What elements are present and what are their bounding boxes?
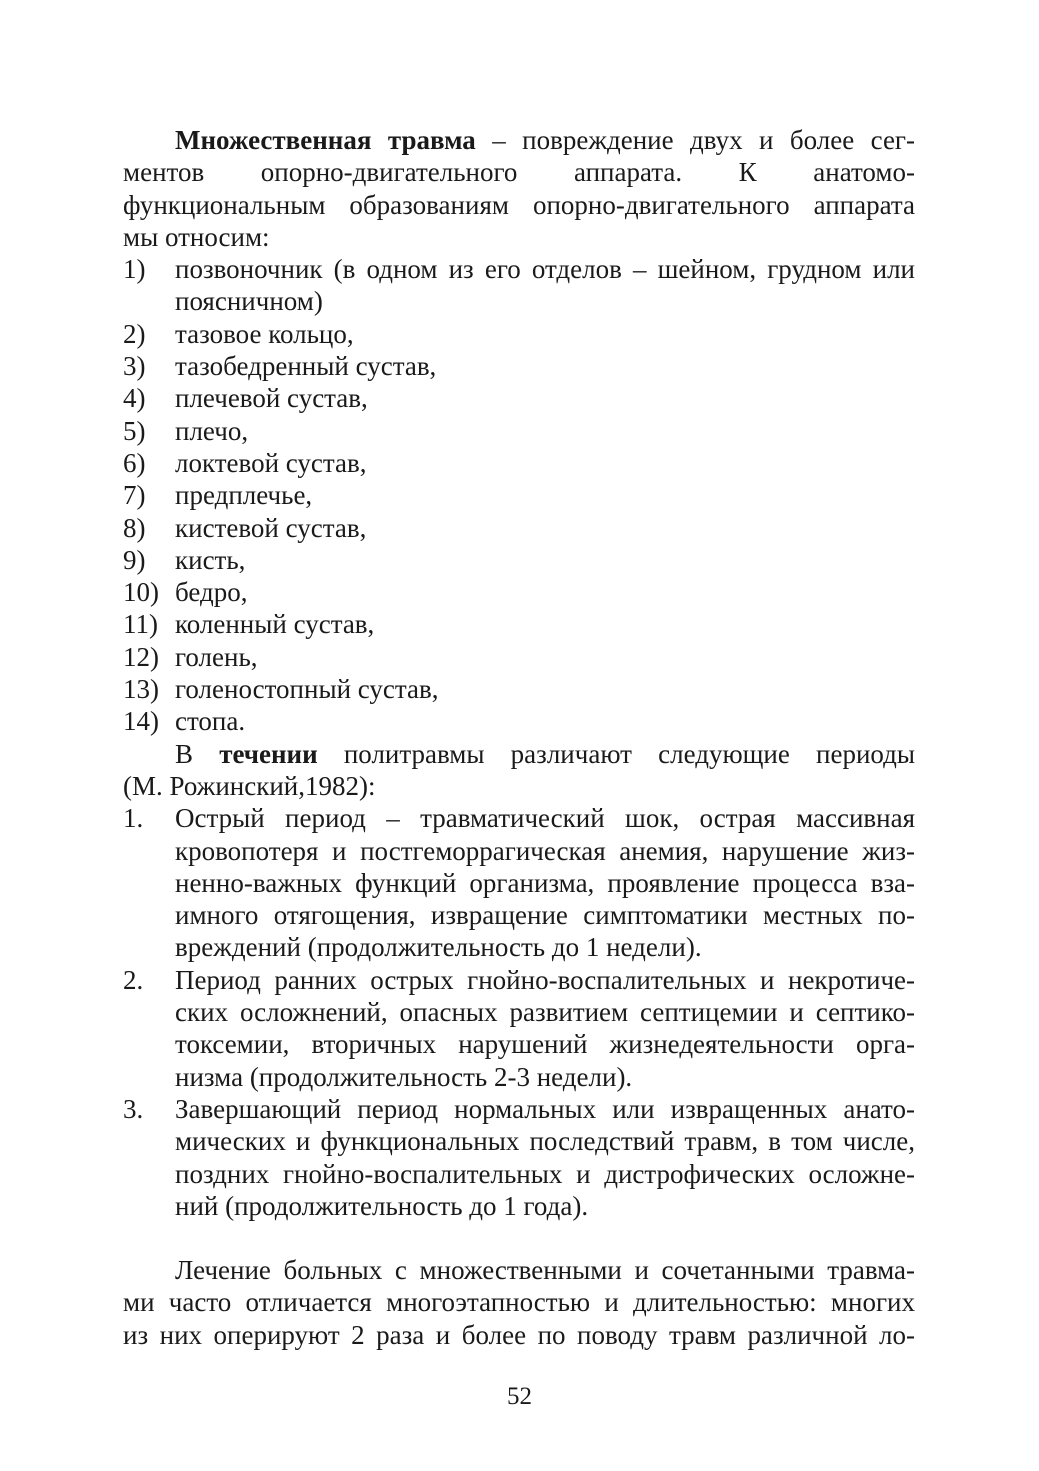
list-item: [123, 673, 915, 705]
list-item-number: 8): [123, 512, 146, 543]
treatment-line-3: из них оперируют 2 раза и более по поводу травм различной ло-: [123, 1319, 915, 1350]
treatment-line-1: Лечение больных с множественными и сочетанными травма-: [175, 1255, 915, 1286]
list-item: [123, 512, 915, 544]
treatment-line-2: ми часто отличается многоэтапностью и длительностью: многих: [123, 1287, 915, 1318]
list-item-text: голень,: [175, 641, 258, 672]
list-item-number: 9): [123, 544, 146, 575]
intro-line-3: функциональным образованиям опорно-двигательного аппарата: [123, 189, 915, 220]
list-item: [123, 415, 915, 447]
list-item: [123, 576, 915, 608]
list-item-number: 1): [123, 254, 146, 285]
intro-line-1: [123, 124, 915, 156]
page-body: [123, 124, 915, 1351]
list-item-number: 5): [123, 415, 146, 446]
list-item-number: 2.: [123, 964, 144, 995]
list-item-number: 1.: [123, 803, 144, 834]
intro-line-2: ментов опорно-двигательного аппарата. К анатомо-: [123, 157, 915, 188]
treatment-paragraph: [123, 1254, 915, 1351]
list-item-number: 4): [123, 383, 146, 414]
list-item: [123, 705, 915, 737]
list-item-number: 6): [123, 447, 146, 478]
list-item: [123, 1093, 915, 1222]
list-item-text: локтевой сустав,: [175, 447, 367, 478]
list-item-text: плечо,: [175, 415, 249, 446]
list-item-text: голеностопный сустав,: [175, 674, 439, 705]
list-item: [123, 382, 915, 414]
intro-term: Множественная травма: [175, 125, 476, 155]
list-item: [123, 253, 915, 318]
list-item-text: кисть,: [175, 544, 246, 575]
list-item: [123, 350, 915, 382]
list-item-number: 7): [123, 480, 146, 511]
intro-line-4: мы относим:: [123, 221, 270, 252]
list-item: [123, 641, 915, 673]
list-item-text: стопа.: [175, 706, 246, 737]
list-item-number: 3): [123, 351, 146, 382]
list-item-number: 3.: [123, 1093, 144, 1124]
page-number: 52: [507, 1383, 532, 1410]
list-item: [123, 802, 915, 963]
list-item-number: 10): [123, 577, 159, 608]
list-item: [123, 608, 915, 640]
list-item: [123, 964, 915, 1093]
list-item-number: 11): [123, 609, 158, 640]
intro-line1-rest: – повреждение двух и более сег-: [475, 125, 915, 155]
list-item-text: тазовое кольцо,: [175, 318, 354, 349]
list-item-text: тазобедренный сустав,: [175, 351, 437, 382]
segments-list: [123, 253, 915, 737]
list-item-text: Острый период – травматический шок, острая массивная кровопотеря и постгеморрагическая анемия, нарушение жиз- ненно-важных функций организма, проявление процесса вза- имного отягощения, извращение симптоматики местных по- вреждений (продолжительность до 1 недели).: [175, 803, 915, 963]
list-item: [123, 318, 915, 350]
list-item-text: предплечье,: [175, 480, 313, 511]
list-item-text: бедро,: [175, 577, 248, 608]
list-item: [123, 447, 915, 479]
list-item-number: 2): [123, 318, 146, 349]
course-line-1: В течении политравмы различают следующие периоды: [175, 738, 916, 769]
course-term: течении: [219, 738, 318, 769]
course-paragraph: [123, 738, 915, 803]
list-item-text: Период ранних острых гнойно-воспалительных и некротиче- ских осложнений, опасных развитием септицемии и септико- токсемии, вторичных нарушений жизнедеятельности орга- низма (продолжительность 2-3 недели).: [175, 964, 915, 1092]
list-item-text: кистевой сустав,: [175, 512, 367, 543]
periods-list: [123, 802, 915, 1222]
list-item-text: коленный сустав,: [175, 609, 375, 640]
list-item-text: Завершающий период нормальных или извращенных анато- мических и функциональных последствий травм, в том числе, поздних гнойно-воспалительных и дистрофических осложне- ний (продолжительность до 1 года).: [175, 1093, 915, 1221]
list-item: [123, 479, 915, 511]
list-item-text: плечевой сустав,: [175, 383, 368, 414]
intro-paragraph: [123, 124, 915, 253]
list-item-number: 14): [123, 706, 159, 737]
course-line-2: (М. Рожинский,1982):: [123, 770, 376, 801]
list-item: [123, 544, 915, 576]
list-item-number: 12): [123, 641, 159, 672]
paragraph-gap: [123, 1222, 915, 1254]
list-item-number: 13): [123, 674, 159, 705]
list-item-text: позвоночник (в одном из его отделов – шейном, грудном или поясничном): [175, 254, 915, 317]
